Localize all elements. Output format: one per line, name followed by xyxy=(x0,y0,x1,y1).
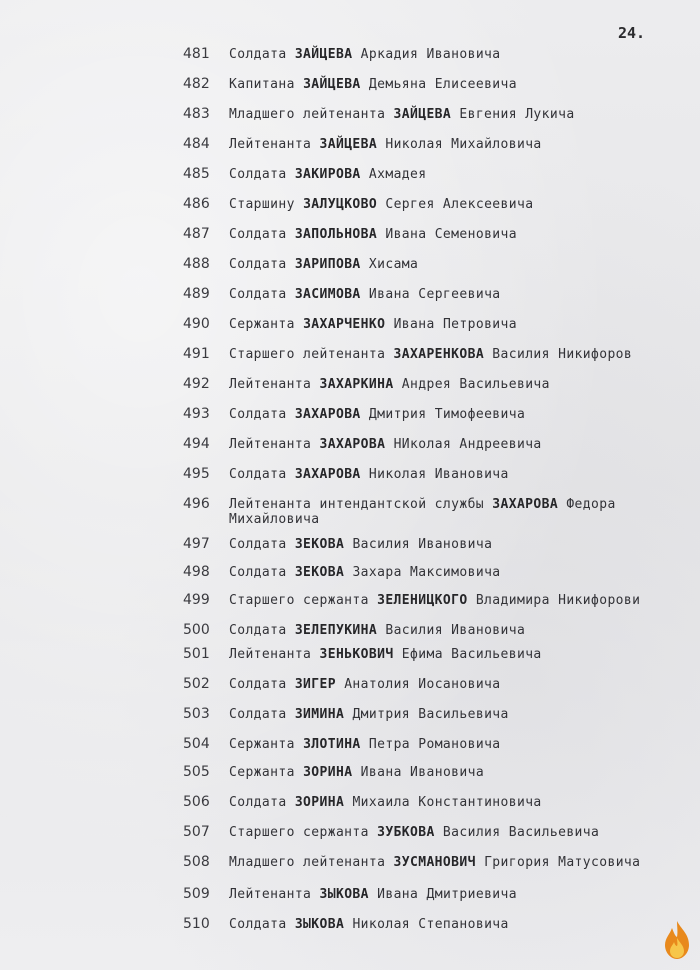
list-item xyxy=(183,537,683,552)
entry-number: 501 xyxy=(183,646,210,662)
entry-given-names: Владимира Никифорови xyxy=(475,593,641,608)
entry-text xyxy=(229,737,669,752)
entry-surname: ЗАХАРЕНКОВА xyxy=(393,347,485,362)
entry-number: 493 xyxy=(183,406,210,422)
entry-given-names: Андрея Васильевича xyxy=(401,377,550,392)
list-item xyxy=(183,565,683,580)
list-item xyxy=(183,855,683,870)
entry-given-names: Василия Ивановича xyxy=(352,537,493,552)
entry-given-names: Федора xyxy=(566,497,616,512)
entry-surname: ЗЛОТИНА xyxy=(303,737,361,752)
list-item xyxy=(183,497,683,527)
list-item xyxy=(183,197,683,212)
entry-surname: ЗАРИПОВА xyxy=(294,257,361,272)
entry-number: 490 xyxy=(183,316,210,332)
entry-given-names: Николая Ивановича xyxy=(368,467,509,482)
list-item xyxy=(183,347,683,362)
entry-given-names: Михаила Константиновича xyxy=(352,795,542,810)
entry-text xyxy=(229,167,669,182)
entry-text xyxy=(229,197,669,212)
list-item xyxy=(183,825,683,840)
entry-rank: Сержанта xyxy=(229,317,295,332)
entry-surname: ЗУБКОВА xyxy=(377,825,435,840)
entry-text xyxy=(229,565,669,580)
entry-given-names: Николая Михайловича xyxy=(385,137,542,152)
entry-number: 506 xyxy=(183,794,210,810)
entry-surname: ЗАХАРКИНА xyxy=(319,377,394,392)
entry-number: 505 xyxy=(183,764,210,780)
list-item xyxy=(183,227,683,242)
entry-surname: ЗАХАРОВА xyxy=(294,407,361,422)
entry-text xyxy=(229,467,669,482)
entry-rank: Солдата xyxy=(229,407,287,422)
entry-rank: Сержанта xyxy=(229,737,295,752)
entry-rank: Лейтенанта xyxy=(229,647,312,662)
entry-rank: Солдата xyxy=(229,917,287,932)
entry-number: 486 xyxy=(183,196,210,212)
entry-text xyxy=(229,593,669,608)
list-item xyxy=(183,737,683,752)
entry-surname: ЗАХАРОВА xyxy=(492,497,559,512)
list-item xyxy=(183,137,683,152)
entry-number: 491 xyxy=(183,346,210,362)
entry-number: 497 xyxy=(183,536,210,552)
entry-given-names: Дмитрия Тимофеевича xyxy=(368,407,526,422)
list-item xyxy=(183,47,683,62)
entry-given-names: Евгения Лукича xyxy=(459,107,575,122)
entry-number: 482 xyxy=(183,76,210,92)
entry-rank: Солдата xyxy=(229,565,287,580)
entry-text xyxy=(229,257,669,272)
entry-surname: ЗАЙЦЕВА xyxy=(393,107,452,122)
entry-text xyxy=(229,77,669,92)
list-item xyxy=(183,257,683,272)
entry-rank: Солдата xyxy=(229,167,287,182)
entry-rank: Лейтенанта xyxy=(229,377,312,392)
entry-given-names: Василия Ивановича xyxy=(385,623,526,638)
entry-number: 481 xyxy=(183,46,210,62)
entry-surname: ЗЫКОВА xyxy=(319,887,369,902)
entry-number: 498 xyxy=(183,564,210,580)
entry-number: 495 xyxy=(183,466,210,482)
entry-text xyxy=(229,437,669,452)
list-item xyxy=(183,917,683,932)
entry-given-names: Василия Васильевича xyxy=(442,825,600,840)
entry-number: 502 xyxy=(183,676,210,692)
entry-text xyxy=(229,497,669,527)
list-item xyxy=(183,707,683,722)
entry-number: 484 xyxy=(183,136,210,152)
entry-given-names: Анатолия Иосановича xyxy=(344,677,501,692)
entry-rank: Сержанта xyxy=(229,765,295,780)
entry-given-names: Демьяна Елисеевича xyxy=(368,77,517,92)
entry-rank: Солдата xyxy=(229,287,287,302)
entry-surname: ЗОРИНА xyxy=(294,795,345,810)
entry-text xyxy=(229,47,669,62)
entry-surname: ЗОРИНА xyxy=(303,765,353,780)
entry-text xyxy=(229,677,669,692)
entry-rank: Солдата xyxy=(229,795,287,810)
entry-given-names: Петра Романовича xyxy=(368,737,501,752)
entry-text xyxy=(229,707,669,722)
entry-text xyxy=(229,287,669,302)
entry-surname: ЗАЙЦЕВА xyxy=(294,47,353,62)
entry-surname: ЗЕКОВА xyxy=(294,537,345,552)
list-item xyxy=(183,167,683,182)
entry-rank: Солдата xyxy=(229,677,287,692)
entry-rank: Старшего лейтенанта xyxy=(229,347,386,362)
entry-text xyxy=(229,887,669,902)
entry-surname: ЗАХАРОВА xyxy=(319,437,386,452)
entry-rank: Старшину xyxy=(229,197,295,212)
entry-surname: ЗЕЛЕНИЦКОГО xyxy=(377,593,468,608)
entry-rank: Солдата xyxy=(229,47,287,62)
entry-given-names: Ивана Семеновича xyxy=(385,227,517,242)
entry-text xyxy=(229,765,669,780)
list-item xyxy=(183,107,683,122)
entry-rank: Солдата xyxy=(229,537,287,552)
entry-surname: ЗЕЛЕПУКИНА xyxy=(294,623,378,638)
entry-number: 508 xyxy=(183,854,210,870)
entry-rank: Солдата xyxy=(229,467,287,482)
entry-text xyxy=(229,227,669,242)
entry-given-names: НИколая Андреевича xyxy=(393,437,542,452)
list-item xyxy=(183,437,683,452)
entry-given-names: Захара Максимовича xyxy=(352,565,501,580)
entry-text xyxy=(229,377,669,392)
entry-surname: ЗЕКОВА xyxy=(294,565,345,580)
list-item xyxy=(183,407,683,422)
entry-text xyxy=(229,317,669,332)
entry-surname: ЗИМИНА xyxy=(294,707,345,722)
entry-text xyxy=(229,137,669,152)
entry-rank: Солдата xyxy=(229,227,287,242)
entry-surname: ЗАЛУЦКОВО xyxy=(303,197,378,212)
entry-rank: Лейтенанта xyxy=(229,437,312,452)
entry-rank: Солдата xyxy=(229,707,287,722)
entry-text xyxy=(229,825,669,840)
list-item xyxy=(183,377,683,392)
entry-text xyxy=(229,537,669,552)
list-item xyxy=(183,677,683,692)
entry-text xyxy=(229,855,669,870)
entry-rank: Старшего сержанта xyxy=(229,825,369,840)
entry-given-names: Ивана Дмитриевича xyxy=(377,887,517,902)
list-item xyxy=(183,765,683,780)
entry-given-names: Ивана Сергеевича xyxy=(368,287,501,302)
entry-text xyxy=(229,407,669,422)
entry-rank: Младшего лейтенанта xyxy=(229,855,386,870)
entry-rank: Старшего сержанта xyxy=(229,593,369,608)
entry-number: 487 xyxy=(183,226,210,242)
entry-rank: Солдата xyxy=(229,257,287,272)
entry-given-names: Аркадия Ивановича xyxy=(360,47,501,62)
entry-number: 483 xyxy=(183,106,210,122)
entry-text xyxy=(229,795,669,810)
entry-text xyxy=(229,347,669,362)
entry-text xyxy=(229,917,669,932)
flame-icon xyxy=(662,920,692,964)
entry-number: 485 xyxy=(183,166,210,182)
entry-number: 488 xyxy=(183,256,210,272)
entry-number: 507 xyxy=(183,824,210,840)
entry-given-names: Ефима Васильевича xyxy=(401,647,542,662)
entry-text xyxy=(229,647,669,662)
entry-surname: ЗАЙЦЕВА xyxy=(303,77,361,92)
page-number: 24. xyxy=(618,24,646,42)
entry-given-names: Хисама xyxy=(368,257,419,272)
entry-rank: Лейтенанта интендантской службы xyxy=(229,497,485,512)
entry-given-names: Григория Матусовича xyxy=(484,855,641,870)
entry-rank: Капитана xyxy=(229,77,295,92)
list-item xyxy=(183,317,683,332)
entry-surname: ЗАПОЛЬНОВА xyxy=(294,227,378,242)
entry-rank: Солдата xyxy=(229,623,287,638)
list-item xyxy=(183,647,683,662)
entry-rank: Младшего лейтенанта xyxy=(229,107,386,122)
list-item xyxy=(183,623,683,638)
entry-given-names: Ивана Петровича xyxy=(393,317,517,332)
entry-number: 496 xyxy=(183,496,210,512)
entry-surname: ЗЫКОВА xyxy=(294,917,345,932)
entry-text xyxy=(229,623,669,638)
entry-given-names: Сергея Алексеевича xyxy=(385,197,534,212)
entry-given-names: Николая Степановича xyxy=(352,917,509,932)
entry-number: 494 xyxy=(183,436,210,452)
entry-surname: ЗИГЕР xyxy=(294,677,336,692)
entry-surname: ЗЕНЬКОВИЧ xyxy=(319,647,394,662)
entry-continuation: Михайловича xyxy=(229,512,320,527)
entry-surname: ЗАКИРОВА xyxy=(294,167,361,182)
entry-surname: ЗАСИМОВА xyxy=(294,287,361,302)
entry-number: 499 xyxy=(183,592,210,608)
entry-surname: ЗАЙЦЕВА xyxy=(319,137,378,152)
entry-given-names: Ивана Ивановича xyxy=(360,765,485,780)
entry-surname: ЗАХАРОВА xyxy=(294,467,361,482)
entry-number: 500 xyxy=(183,622,210,638)
entry-rank: Лейтенанта xyxy=(229,887,312,902)
list-item xyxy=(183,77,683,92)
list-item xyxy=(183,287,683,302)
entry-given-names: Дмитрия Васильевича xyxy=(352,707,509,722)
entry-number: 510 xyxy=(183,916,210,932)
entry-number: 492 xyxy=(183,376,210,392)
entry-number: 509 xyxy=(183,886,210,902)
entry-surname: ЗАХАРЧЕНКО xyxy=(303,317,386,332)
list-item xyxy=(183,887,683,902)
entry-number: 504 xyxy=(183,736,210,752)
entry-given-names: Ахмадея xyxy=(368,167,427,182)
entry-number: 503 xyxy=(183,706,210,722)
list-item xyxy=(183,795,683,810)
entry-number: 489 xyxy=(183,286,210,302)
list-item xyxy=(183,593,683,608)
entry-text xyxy=(229,107,669,122)
list-item xyxy=(183,467,683,482)
entry-given-names: Василия Никифоров xyxy=(492,347,633,362)
entry-rank: Лейтенанта xyxy=(229,137,312,152)
entry-surname: ЗУСМАНОВИЧ xyxy=(393,855,476,870)
